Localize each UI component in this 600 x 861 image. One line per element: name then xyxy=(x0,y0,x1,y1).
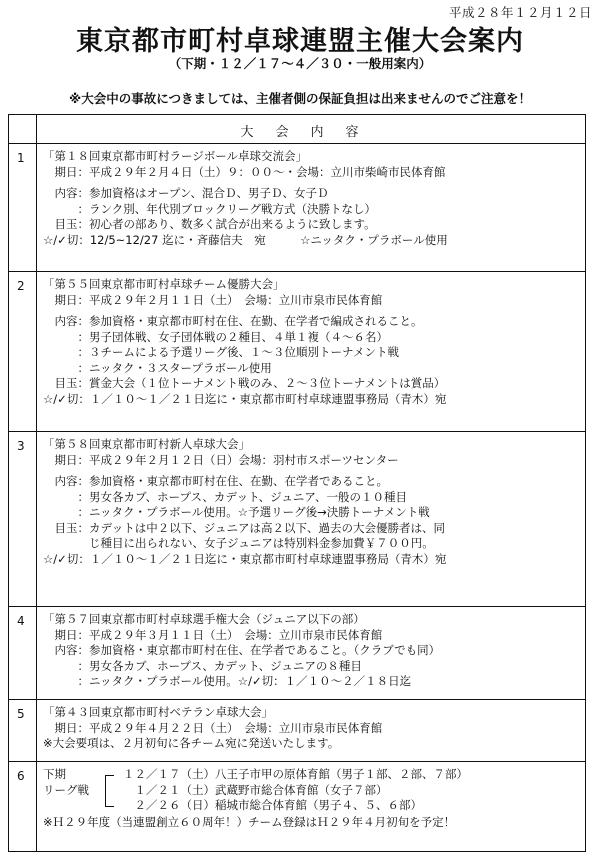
event-content: ：ニッタク・プラボール使用。☆/✓切：１／１０～２／１８日迄 xyxy=(43,674,412,688)
event-content: 内容：参加資格・東京都市町村在住、在学者であること。（クラブでも同） xyxy=(43,643,441,657)
event-body xyxy=(43,149,581,248)
event-highlight: じ種目に出られない、女子ジュニアは特別料金参加費￥７００円。 xyxy=(43,536,434,550)
event-note: ※大会要項は、２月初旬に各チーム宛に発送いたします。 xyxy=(43,736,340,750)
table-header xyxy=(9,115,585,144)
event-body xyxy=(43,705,581,752)
event-date-venue: 期日：平成２９年３月１１日（土） 会場：立川市泉市民体育館 xyxy=(43,627,383,642)
event-deadline: ☆/✓切：１／１０～１／２１日迄に・東京都市町村卓球連盟事務局（青木）宛 xyxy=(43,391,447,406)
event-date-venue: 期日：平成２９年２月１１日（土） 会場：立川市泉市民体育館 xyxy=(43,292,383,307)
page-subtitle: （下期・１２／１７～４／３０・一般用案内） xyxy=(168,56,432,71)
event-section-6 xyxy=(9,762,585,850)
league-bracket xyxy=(105,775,114,807)
event-content: ：３チームによる予選リーグ後、１～３位順別トーナメント戦 xyxy=(43,345,400,359)
event-number: 5 xyxy=(17,707,25,721)
event-content: 内容：参加資格・東京都市町村在住、在勤、在学者で編成されること。 xyxy=(43,314,423,328)
league-row: １／２１（土）武蔵野市総合体育館（女子７部） xyxy=(123,782,388,797)
event-number: 6 xyxy=(17,769,25,783)
league-label-term: 下期 xyxy=(43,767,66,781)
event-date-venue: 期日：平成２９年２月１２日（日）会場：羽村市スポーツセンター xyxy=(43,452,399,467)
event-date-venue: 期日：平成２９年４月２２日（土） 会場：立川市泉市民体育館 xyxy=(43,720,383,735)
league-label-type: リーグ戦 xyxy=(43,782,89,797)
event-section-5 xyxy=(9,700,585,762)
event-content: 内容：参加資格はオープン、混合Ｄ、男子Ｄ、女子Ｄ xyxy=(43,186,329,200)
league-row: ２／２６（日）稲城市総合体育館（男子４、５、６部） xyxy=(123,798,422,812)
event-deadline: ☆/✓切：12/5~12/27 迄に・斉藤信夫 宛 ☆ニッタク・プラボール使用 xyxy=(43,232,448,247)
event-content: ：ニッタク・３スタープラボール使用 xyxy=(43,360,272,375)
event-number: 4 xyxy=(17,614,25,628)
event-content: ：ニッタク・プラボール使用。☆予選リーグ後→決勝トーナメント戦 xyxy=(43,505,430,519)
event-date-venue: 期日：平成２９年２月４日（土）９：００～・会場：立川市柴崎市民体育館 xyxy=(43,164,446,179)
event-highlight: 目玉：カデットは中２以下、ジュニアは高２以下、過去の大会優勝者は、同 xyxy=(43,520,446,535)
column-header: 大会内容 xyxy=(240,125,381,140)
event-title: 「第５７回東京都市町村卓球選手権大会（ジュニア以下の部） xyxy=(43,612,365,626)
event-title: 「第４３回東京都市町村ベテラン卓球大会」 xyxy=(43,705,273,719)
event-body xyxy=(43,277,581,407)
league-label xyxy=(43,767,103,798)
event-body xyxy=(43,437,581,567)
registration-note: ※Ｈ２９年度（当連盟創立６０周年！）チーム登録はＨ２９年４月初旬を予定！ xyxy=(43,815,456,829)
event-section-1 xyxy=(9,144,585,272)
event-highlight: 目玉：賞金大会（１位トーナメント戦のみ、２～３位トーナメントは賞品） xyxy=(43,376,446,390)
event-title: 「第５５回東京都市町村卓球チーム優勝大会」 xyxy=(43,277,285,291)
event-table xyxy=(8,114,586,852)
event-content: 内容：参加資格・東京都市町村在住、在勤、在学者であること。 xyxy=(43,474,388,488)
event-number: 2 xyxy=(17,279,25,293)
event-title: 「第１８回東京都市町村ラージボール卓球交流会」 xyxy=(43,149,308,163)
page-title: 東京都市町村卓球連盟主催大会案内 xyxy=(76,26,524,57)
league-row: １２／１７（土）八王子市甲の原体育館（男子１部、２部、７部） xyxy=(123,767,468,781)
event-content: ：男子団体戦、女子団体戦の２種目、４単１複（４～６名） xyxy=(43,329,388,344)
event-section-2 xyxy=(9,272,585,432)
event-number: 3 xyxy=(17,439,25,453)
event-section-3 xyxy=(9,432,585,607)
event-content: ：男女各カブ、ホープス、カデット、ジュニア、一般の１０種目 xyxy=(43,489,407,504)
event-content: ：ランク別、年代別ブロックリーグ戦方式（決勝トなし） xyxy=(43,201,377,216)
event-content: ：男女各カブ、ホープス、カデット、ジュニアの８種目 xyxy=(43,658,362,673)
event-title: 「第５８回東京都市町村新人卓球大会」 xyxy=(43,437,250,451)
event-number: 1 xyxy=(17,151,25,165)
event-body xyxy=(43,612,581,690)
event-deadline: ☆/✓切：１／１０～１／２１日迄に・東京都市町村卓球連盟事務局（青木）宛 xyxy=(43,551,447,566)
event-section-4 xyxy=(9,607,585,700)
accident-notice: ※大会中の事故につきましては、主催者側の保証負担は出来ませんのでご注意を！ xyxy=(69,91,531,106)
league-rows xyxy=(123,767,468,814)
issue-date: 平成２８年１２月１２日 xyxy=(448,5,592,20)
event-highlight: 目玉：初心者の部あり、数多く試合が出来るように致します。 xyxy=(43,217,376,231)
